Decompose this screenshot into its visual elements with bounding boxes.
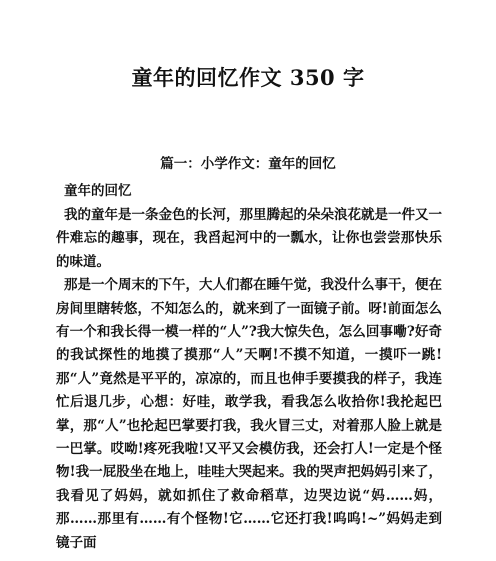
- paragraph: 那是一个周末的下午，大人们都在睡午觉，我没什么事干，便在房间里瞎转悠，不知怎么的，就来到了一面镜子前。呀!前面怎么有一个和我长得一模一样的“人”?我大惊失色，怎么回事嘞?好奇的我试探性的地摸了摸那“人”天啊!不摸不知道，一摸吓一跳!那“人”竟然是平平的，凉凉的，而且也伸手要摸我的样子，我连忙后退几步，心想：好哇，敢学我，看我怎么收拾你!我抡起巴掌，那“人”也抡起巴掌要打我，我火冒三丈，对着那人脸上就是一巴掌。哎呦!疼死我啦!又平又会模仿我，还会打人!一定是个怪物!我一屁股坐在地上，哇哇大哭起来。我的哭声把妈妈引来了，我看见了妈妈，就如抓住了救命稻草，边哭边说“妈……妈，那……那里有……有个怪物!它……它还打我!呜呜!~”妈妈走到镜子面: [56, 277, 442, 551]
- paragraph: 我的童年是一条金色的长河，那里腾起的朵朵浪花就是一件又一件难忘的趣事，现在，我舀起河中的一瓢水，让你也尝尝那快乐的味道。: [56, 207, 442, 270]
- section-heading: 篇一：小学作文：童年的回忆: [160, 156, 336, 172]
- essay-body: [56, 204, 442, 555]
- essay-subheading: 童年的回忆: [64, 183, 132, 199]
- document-title: 童年的回忆作文 350 字: [131, 65, 365, 90]
